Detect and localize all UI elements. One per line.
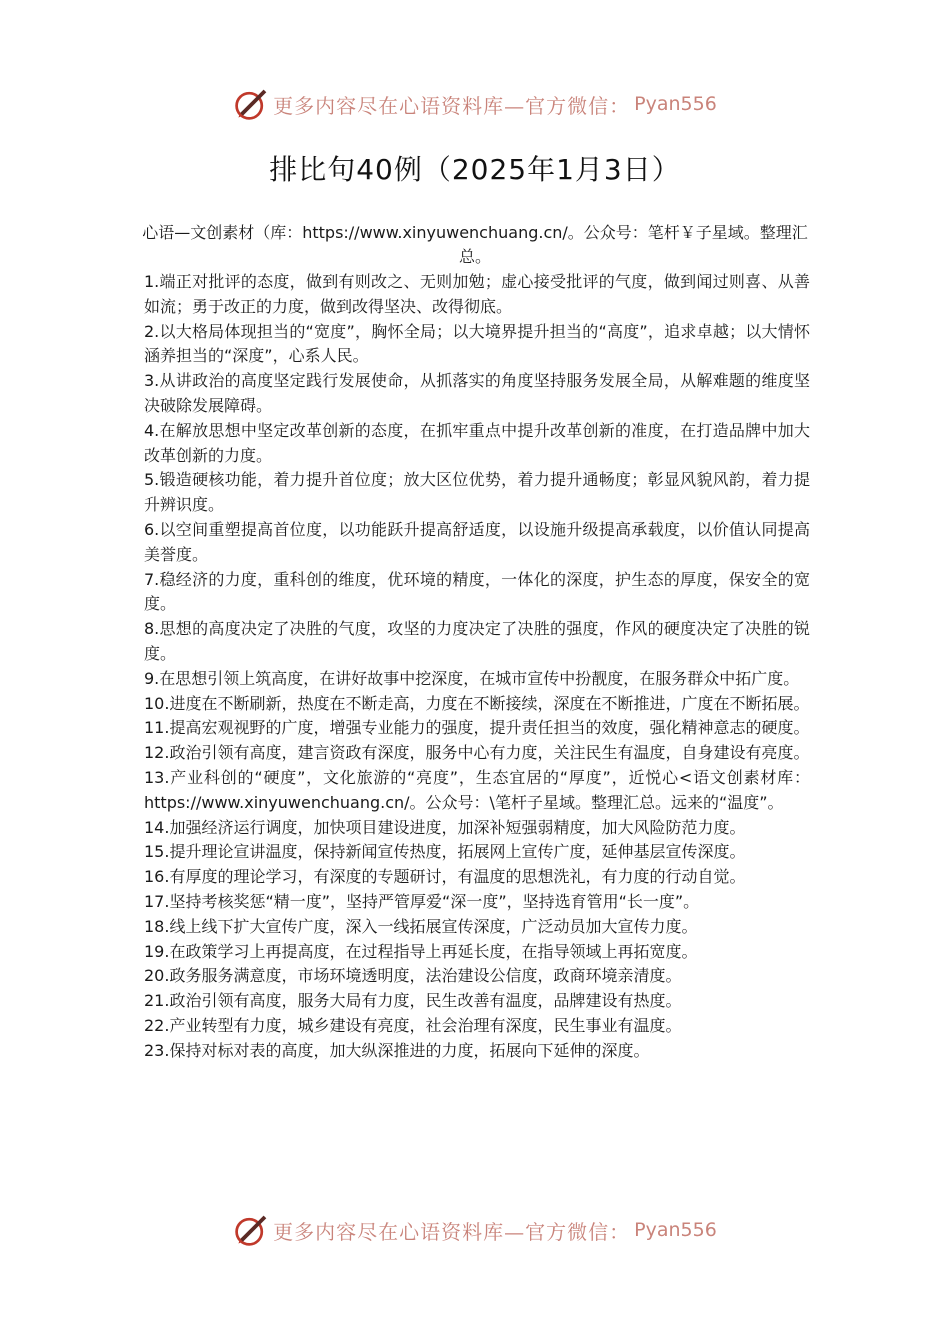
list-item: 17.坚持考核奖惩“精一度”，坚持严管厚爱“深一度”，坚持选育管用“长一度”。 [144,891,700,911]
list-item: 2.以大格局体现担当的“宽度”，胸怀全局；以大境界提升担当的“高度”，追求卓越；以大情怀涵养担当的“深度”，心系人民。 [144,321,810,366]
list-item: 5.锻造硬核功能，着力提升首位度；放大区位优势，着力提升通畅度；彰显风貌风韵，着力提升辨识度。 [144,470,810,515]
banner-handle: Pyan556 [634,1219,717,1241]
intro-paragraph: 心语—文创素材（库：https://www.xinyuwenchuang.cn/。公众号：笔杆￥子星域。整理汇总。 [142,223,808,266]
list-item: 19.在政策学习上再提高度，在过程指导上再延长度，在指导领域上再拓宽度。 [144,941,698,961]
banner-text: 更多内容尽在心语资料库—官方微信： [273,1219,631,1244]
example-list [144,270,810,1064]
list-item: 16.有厚度的理论学习，有深度的专题研讨，有温度的思想洗礼，有力度的行动自觉。 [144,867,746,887]
list-item: 9.在思想引领上筑高度，在讲好故事中挖深度，在城市宣传中扮靓度，在服务群众中拓广度。 [144,668,800,688]
pen-logo-icon [233,86,269,122]
list-item: 12.政治引领有高度，建言资政有深度，服务中心有力度，关注民生有温度，自身建设有亮度。 [144,743,810,763]
header-banner [0,82,950,126]
list-item: 8.思想的高度决定了决胜的气度，攻坚的力度决定了决胜的强度，作风的硬度决定了决胜的锐度。 [144,619,810,663]
list-item: 21.政治引领有高度，服务大局有力度，民生改善有温度，品牌建设有热度。 [144,991,682,1011]
page-title: 排比句40例（2025年1月3日） [269,153,681,186]
list-item: 22.产业转型有力度，城乡建设有亮度，社会治理有深度，民生事业有温度。 [144,1015,682,1035]
list-item: 7.稳经济的力度，重科创的维度，优环境的精度，一体化的深度，护生态的厚度，保安全的宽度。 [144,569,810,614]
list-item: 13.产业科创的“硬度”，文化旅游的“亮度”，生态宜居的“厚度”，近悦心<语文创素材库：https://www.xinyuwenchuang.cn/。公众号：\笔杆子星域。整理汇总。远来的“温度”。 [144,767,810,812]
banner-handle: Pyan556 [634,93,717,115]
list-item: 1.端正对批评的态度，做到有则改之、无则加勉；虚心接受批评的气度，做到闻过则喜、从善如流；勇于改正的力度，做到改得坚决、改得彻底。 [144,272,810,316]
list-item: 6.以空间重塑提高首位度，以功能跃升提高舒适度，以设施升级提高承载度，以价值认同提高美誉度。 [144,519,810,564]
list-item: 11.提高宏观视野的广度，增强专业能力的强度，提升责任担当的效度，强化精神意志的硬度。 [144,718,810,738]
banner-text: 更多内容尽在心语资料库—官方微信： [273,93,631,118]
list-item: 10.进度在不断刷新，热度在不断走高，力度在不断接续，深度在不断推进，广度在不断拓展。 [144,693,810,713]
list-item: 3.从讲政治的高度坚定践行发展使命，从抓落实的角度坚持服务发展全局，从解难题的维度坚决破除发展障碍。 [144,371,810,415]
pen-logo-icon [233,1212,269,1248]
footer-banner [0,1208,950,1252]
list-item: 4.在解放思想中坚定改革创新的态度，在抓牢重点中提升改革创新的准度，在打造品牌中加大改革创新的力度。 [144,420,810,465]
list-item: 18.线上线下扩大宣传广度，深入一线拓展宣传深度，广泛动员加大宣传力度。 [144,916,698,936]
list-item: 23.保持对标对表的高度，加大纵深推进的力度，拓展向下延伸的深度。 [144,1040,650,1060]
list-item: 20.政务服务满意度，市场环境透明度，法治建设公信度，政商环境亲清度。 [144,966,682,986]
list-item: 14.加强经济运行调度，加快项目建设进度，加深补短强弱精度，加大风险防范力度。 [144,817,746,837]
list-item: 15.提升理论宣讲温度，保持新闻宣传热度，拓展网上宣传广度，延伸基层宣传深度。 [144,842,746,862]
